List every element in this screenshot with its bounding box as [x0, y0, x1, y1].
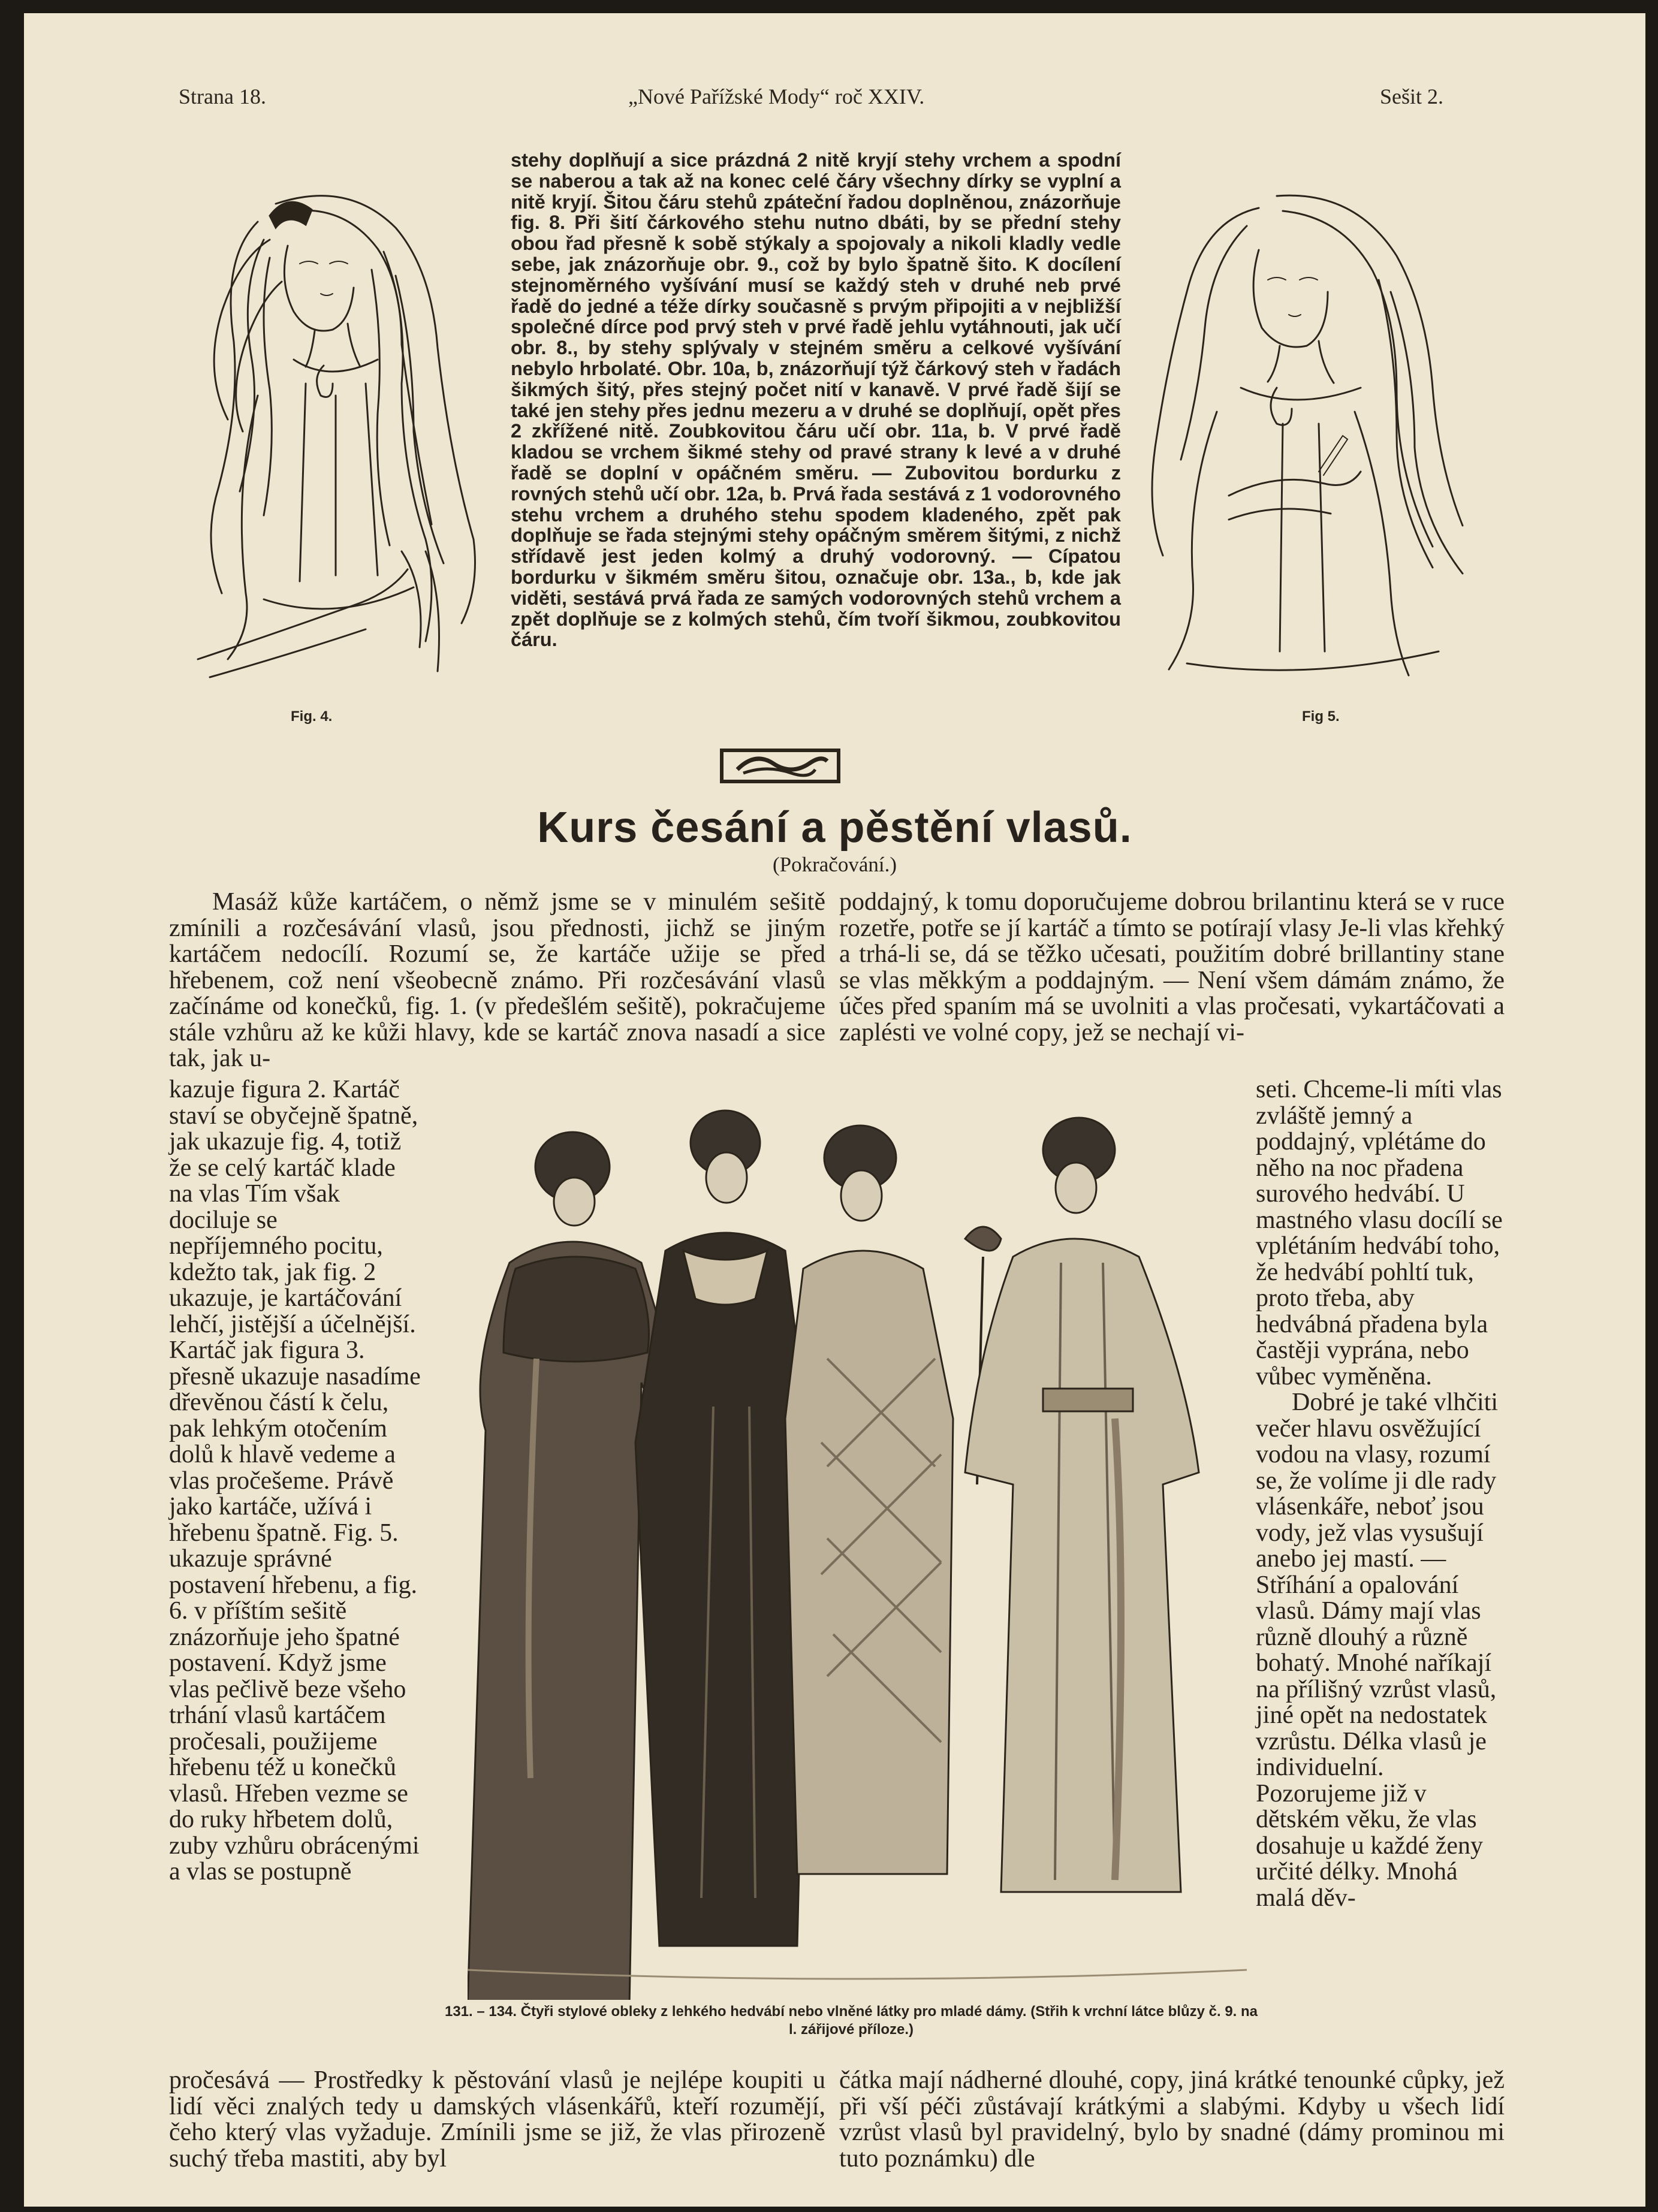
fashion-plate-caption: 131. – 134. Čtyři stylové obleky z lehkého hedvábí nebo vlněné látky pro mladé dámy. (Střih k vrchní látce blůzy č. 9. na l. zářijové příloze.) [444, 2003, 1258, 2038]
fig4-illustration [186, 168, 521, 695]
article-paragraph-left-top: Masáž kůže kartáčem, o němž jsme se v minulém sešitě zmínili a rozčesávání vlasů, jsou přednosti, jichž se jiným kartáčem nedocílí. Rozumí se, že kartáče užije se před hřebenem, což není všeobecně známo. Při rozčesávání vlasů začínáme od konečků, fig. 1. (v předešlém sešitě), pokračujeme stále vzhůru až ke kůži hlavy, kde se kartáč znova nasadí a sice tak, jak u- [169, 888, 825, 1072]
fashion-plate-illustration [468, 1107, 1247, 2000]
article-paragraph-right-top: poddajný, k tomu doporučujeme dobrou brilantinu která se v ruce rozetře, potře se jí kartáč a tímto se potírají vlasy Je-li vlas křehký a trhá-li se, dá se těžko učesati, použitím dobré brillantiny stane se vlas měkkým a poddajným. — Není všem dámám známo, že účes před spaním má se uvolniti a vlas pročesati, vykartáčovati a zaplésti ve volné copy, jež se nechají vi- [839, 888, 1505, 1046]
fig5-label: Fig 5. [1302, 708, 1340, 725]
article-paragraph-bottom-left: pročesává — Prostředky k pěstování vlasů je nejlépe koupiti u lidí věci znalých tedy u damských vlásenkářů, kteří rozumějí, čeho který vlas vyžaduje. Zmínili jsme se již, že vlas přirozeně suchý třeba mastiti, aby byl [169, 2066, 825, 2172]
section-divider-ornament [719, 746, 842, 786]
fig5-illustration [1139, 184, 1487, 681]
journal-title: „Nové Pařížské Mody“ roč XXIV. [628, 85, 925, 108]
article-paragraph-right-column-b: Dobré je také vlhčiti večer hlavu osvěžující vodou na vlasy, rozumí se, že volíme ji dle rady vlásenkáře, neboť jsou vody, jež vlas vysušují anebo jej mastí. — Stříhání a opalování vlasů. Dámy mají vlas různě dlouhý a různě bohatý. Mnohé naříkají na přílišný vzrůst vlasů, jiné opět na nedostatek vzrůstu. Délka vlasů je individuelní. Pozorujeme již v dětském věku, že vlas dosahuje u každé ženy určité délky. Mnohá malá děv- [1256, 1389, 1499, 1912]
issue-number: Sešit 2. [1380, 85, 1444, 108]
article-paragraph-right-column [1256, 1077, 1505, 1911]
page-number: Strana 18. [179, 85, 266, 108]
fig4-label: Fig. 4. [291, 708, 333, 725]
article-paragraph-left-column: kazuje figura 2. Kartáč staví se obyčejně špatně, jak ukazuje fig. 4, totiž že se celý kartáč klade na vlas Tím však dociluje se nepříjemného pocitu, kdežto tak, jak fig. 2 ukazuje, je kartáčování lehčí, jistější a účelnější. Kartáč jak figura 3. přesně ukazuje nasadíme dřevěnou částí k čelu, pak lehkým otočením dolů k hlavě vedeme a vlas pročešeme. Právě jako kartáče, užívá i hřebenu špatně. Fig. 5. ukazuje správné postavení hřebenu, a fig. 6. v příštím sešitě znázorňuje jeho špatné postavení. Když jsme vlas pečlivě beze všeho trhání vlasů kartáčem pročesali, použijeme hřebenu též u konečků vlasů. Hřeben vezme se do ruky hřbetem dolů, zuby vzhůru obrácenými a vlas se postupně [169, 1076, 421, 1885]
article-title: Kurs česání a pěstění vlasů. [537, 804, 1132, 852]
page [24, 13, 1645, 2207]
embroidery-instructions: stehy doplňují a sice prázdná 2 nitě kryjí stehy vrchem a spodní se naberou a tak až na konec celé čáry všechny dírky se vyplní a nitě kryjí. Šitou čáru stehů zpáteční řadou doplněnou, znázorňuje fig. 8. Při šití čárkového stehu nutno dbáti, by se přední stehy obou řad přesně k sobě stýkaly a spojovaly a nikoli kladly vedle sebe, jak znázorňuje obr. 9., což by bylo špatně šito. K docílení stejnoměrného vyšívání musí se každý steh v druhé neb prvé řadě do jedné a téže dírky současně s prvým připojiti a v nejbližší společné dírce pod prvý steh v prvé řadě jehlu vytáhnouti, jak učí obr. 8., by stehy splývaly v stejném směru a celkové vyšívání nebylo hrbolaté. Obr. 10a, b, znázorňují týž čárkový steh v řadách šikmých šitý, přes stejný počet nití v kanavě. V prvé řadě šijí se také jen stehy přes jednu mezeru a v druhé se doplňují, opět přes 2 zkřížené nitě. Zoubkovitou čáru učí obr. 11a, b. V prvé řadě kladou se vrchem šikmé stehy od pravé strany k levé a v druhé řadě se doplní v opáčném směru. — Zubovitou bordurku z rovných stehů učí obr. 12a, b. Prvá řada sestává z 1 vodorovného stehu vrchem a druhého stehu spodem kladeného, zpět pak doplňuje se řada stejnými stehy opáčným směrem šitými, z nichž střídavě jest jeden kolmý a druhý vodorovný. — Cípatou bordurku v šikmém směru šitou, označuje obr. 13a., b, kde jak viděti, sestává prvá řada ze samých vodorovných stehů vrchem a zpět doplňuje se z kolmých stehů, čím tvoří šikmou, zoubkovitou čáru. [511, 149, 1121, 651]
article-paragraph-right-column-a: seti. Chceme-li míti vlas zvláště jemný a poddajný, vplétáme do něho na noc přadena surového hedvábí. U mastného vlasu docílí se vplétáním hedvábí toho, že hedvábí pohltí tuk, proto třeba, aby hedvábná přadena byla častěji vyprána, nebo vůbec vyměněna. [1256, 1076, 1503, 1390]
article-paragraph-bottom-right: čátka mají nádherné dlouhé, copy, jiná krátké tenounké cůpky, jež při vší péči zůstávají krátkými a slabými. Kdyby u všech lidí vzrůst vlasů byl pravidelný, bylo by snadné (dámy prominou mi tuto poznámku) dle [839, 2066, 1505, 2172]
article-subtitle: (Pokračování.) [772, 853, 897, 876]
